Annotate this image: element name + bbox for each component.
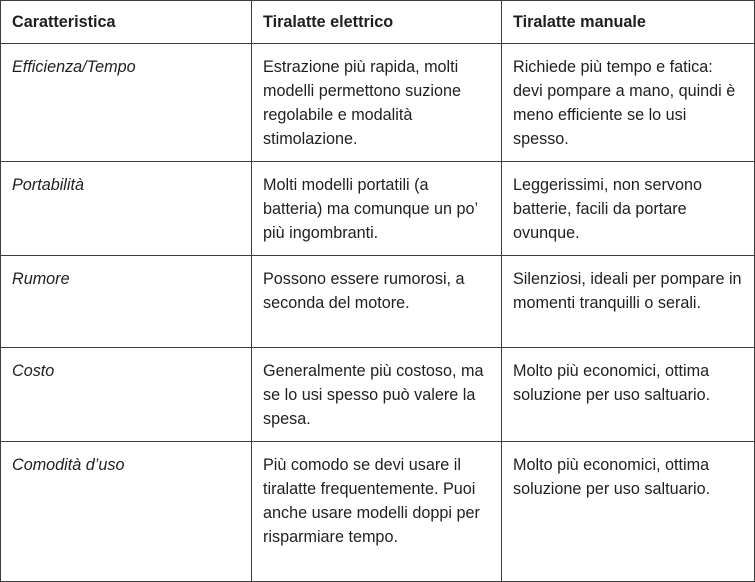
electric-cell: Possono essere rumorosi, a seconda del motore. bbox=[252, 256, 502, 348]
table-row bbox=[1, 162, 755, 256]
header-caratteristica: Caratteristica bbox=[1, 1, 252, 44]
manual-cell: Silenziosi, ideali per pompare in momenti tranquilli o serali. bbox=[502, 256, 755, 348]
feature-cell: Portabilità bbox=[1, 162, 252, 256]
electric-cell: Generalmente più costoso, ma se lo usi spesso può valere la spesa. bbox=[252, 348, 502, 442]
header-tiralatte-elettrico: Tiralatte elettrico bbox=[252, 1, 502, 44]
manual-cell: Leggerissimi, non servono batterie, facili da portare ovunque. bbox=[502, 162, 755, 256]
feature-cell: Costo bbox=[1, 348, 252, 442]
electric-cell: Molti modelli portatili (a batteria) ma comunque un po’ più ingombranti. bbox=[252, 162, 502, 256]
table-row bbox=[1, 44, 755, 162]
table-row bbox=[1, 442, 755, 582]
header-tiralatte-manuale: Tiralatte manuale bbox=[502, 1, 755, 44]
manual-cell: Molto più economici, ottima soluzione per uso saltuario. bbox=[502, 348, 755, 442]
feature-cell: Efficienza/Tempo bbox=[1, 44, 252, 162]
manual-cell: Molto più economici, ottima soluzione per uso saltuario. bbox=[502, 442, 755, 582]
table-row bbox=[1, 348, 755, 442]
electric-cell: Estrazione più rapida, molti modelli permettono suzione regolabile e modalità stimolazione. bbox=[252, 44, 502, 162]
manual-cell: Richiede più tempo e fatica: devi pompare a mano, quindi è meno efficiente se lo usi spesso. bbox=[502, 44, 755, 162]
table-header-row bbox=[1, 1, 755, 44]
table-row bbox=[1, 256, 755, 348]
electric-cell: Più comodo se devi usare il tiralatte frequentemente. Puoi anche usare modelli doppi per risparmiare tempo. bbox=[252, 442, 502, 582]
feature-cell: Rumore bbox=[1, 256, 252, 348]
feature-cell: Comodità d’uso bbox=[1, 442, 252, 582]
